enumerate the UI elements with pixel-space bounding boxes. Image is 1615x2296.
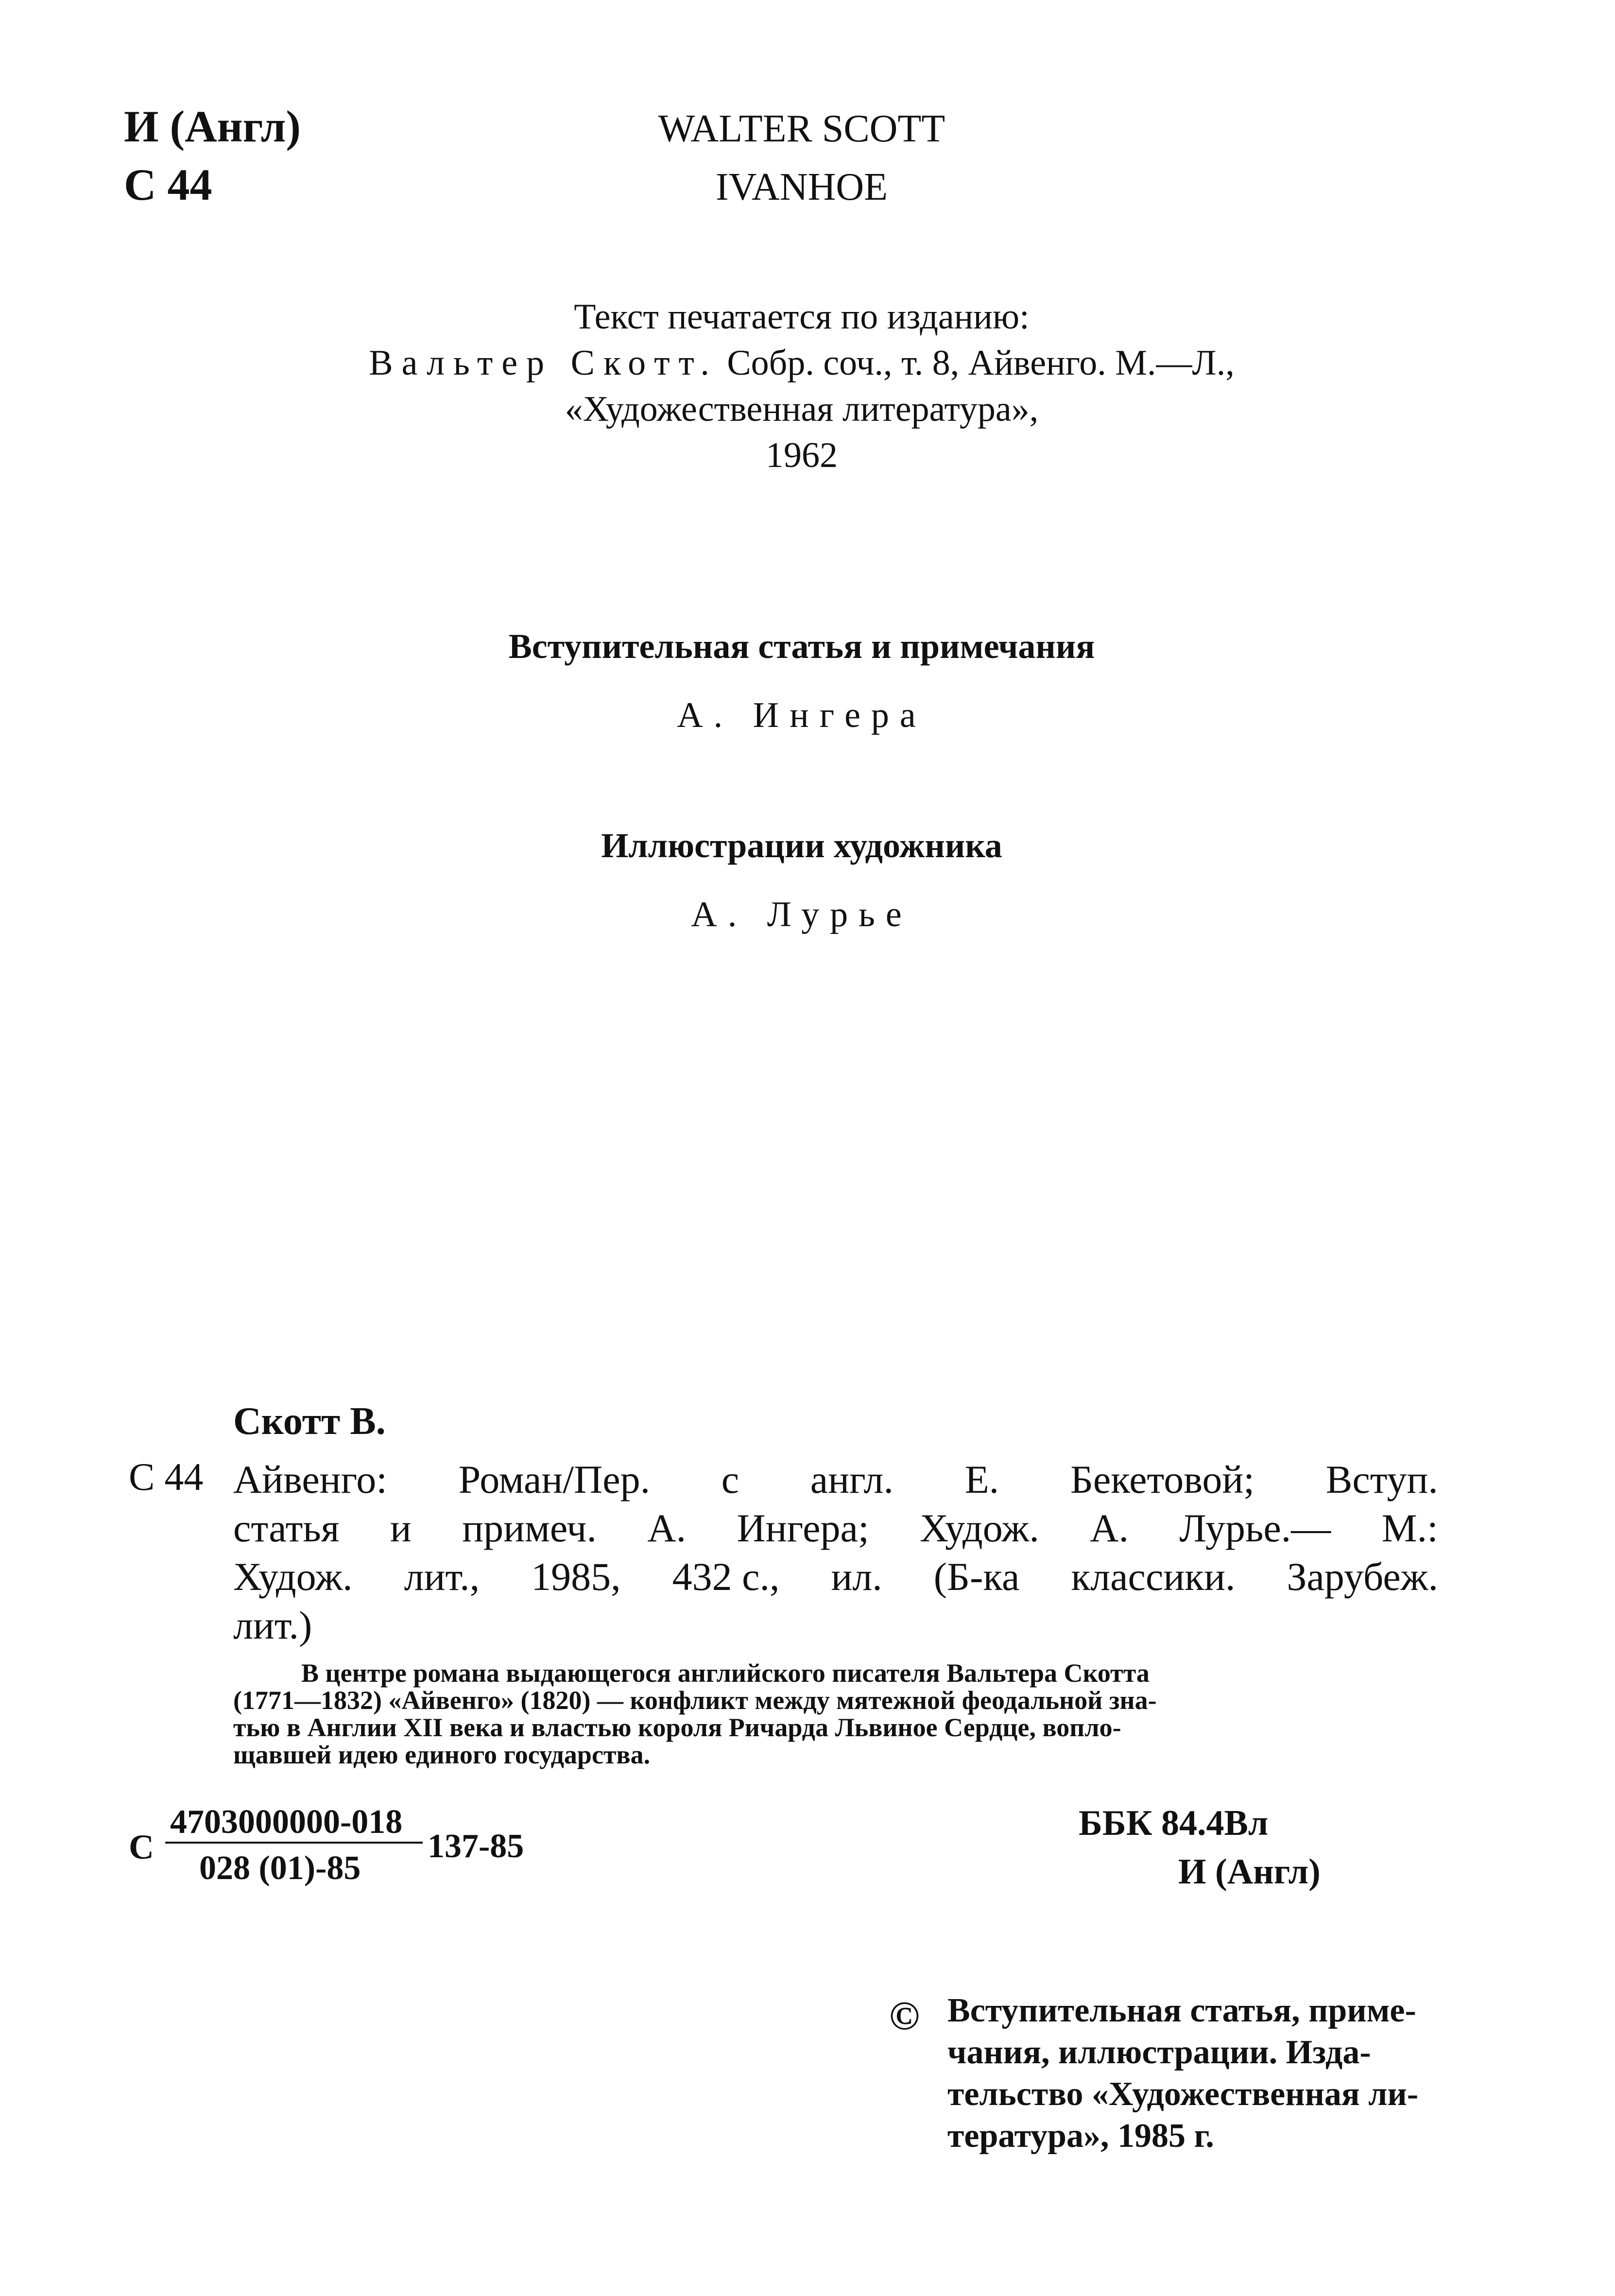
bib-word: Ингера; <box>737 1506 869 1550</box>
classification-line: И (Англ) <box>124 102 301 151</box>
bib-word: лит., <box>404 1554 480 1599</box>
credit-name: А. Лурье <box>691 895 912 934</box>
bib-word: с <box>721 1457 739 1502</box>
credit-name: А. Ингера <box>677 695 927 735</box>
source-note-line: Текст печатается по изданию: <box>574 297 1030 337</box>
bib-entry-line <box>233 1553 1438 1601</box>
bib-word: Лурье.— <box>1179 1506 1331 1550</box>
index-code-denominator: 028 (01)-85 <box>199 1849 361 1887</box>
copyright-icon: © <box>889 1993 920 2038</box>
bib-word: Бекетовой; <box>1070 1457 1255 1502</box>
original-title <box>583 100 1020 216</box>
original-book-title: IVANHOE <box>715 166 888 208</box>
bib-word: Айвенго: <box>233 1457 387 1502</box>
source-author: Вальтер Скотт. <box>369 343 718 383</box>
index-code-rule <box>165 1842 423 1844</box>
bib-entry-line: лит.) <box>233 1603 312 1647</box>
copyright-line: тература», 1985 г. <box>947 2117 1214 2155</box>
source-note-year: 1962 <box>766 435 838 475</box>
bib-word: М.: <box>1381 1506 1438 1550</box>
annotation-line: В центре романа выдающегося английского писателя Вальтера Скотта <box>301 1658 1150 1688</box>
bib-word: (Б-ка <box>933 1554 1020 1599</box>
bib-word: Зарубеж. <box>1287 1554 1438 1599</box>
bib-word: Роман/Пер. <box>458 1457 651 1502</box>
copyright-text <box>947 1990 1496 2157</box>
credit-role: Иллюстрации художника <box>601 826 1002 865</box>
source-note <box>243 294 1360 479</box>
annotation-line: (1771—1832) «Айвенго» (1820) — конфликт между мятежной феодальной зна- <box>233 1686 1157 1715</box>
classification-code <box>124 97 301 214</box>
original-author: WALTER SCOTT <box>658 107 945 150</box>
index-code-suffix: 137-85 <box>428 1828 524 1865</box>
source-note-line: «Художественная литература», <box>565 389 1039 429</box>
bbk-code: ББК 84.4Вл <box>1079 1803 1269 1843</box>
source-note-line <box>243 340 1360 386</box>
credit-illustrations <box>340 821 1263 939</box>
annotation-line: щавшей идею единого государства. <box>233 1740 651 1769</box>
bib-author: Скотт В. <box>233 1400 386 1443</box>
bib-word: ил. <box>831 1554 882 1599</box>
bib-lines <box>233 1455 1438 1601</box>
bbk-class: И (Англ) <box>1178 1852 1321 1892</box>
bib-word: 432 с., <box>672 1554 780 1599</box>
copyright-line: тельство «Художественная ли- <box>947 2075 1419 2113</box>
bib-entry <box>233 1455 1438 1650</box>
bib-word: Вступ. <box>1325 1457 1438 1502</box>
bib-word: англ. <box>810 1457 893 1502</box>
annotation <box>233 1659 1438 1768</box>
bib-word: А. <box>1090 1506 1129 1550</box>
bib-word: и <box>390 1506 412 1550</box>
credit-introduction <box>340 622 1263 740</box>
bib-word: 1985, <box>531 1554 621 1599</box>
copyright-line: Вступительная статья, приме- <box>947 1992 1416 2029</box>
bib-entry-line <box>233 1504 1438 1553</box>
bib-code: С 44 <box>129 1456 204 1499</box>
credit-role: Вступительная статья и примечания <box>508 627 1095 666</box>
bib-word: классики. <box>1071 1554 1236 1599</box>
index-code-letter: С <box>129 1828 154 1866</box>
classification-line: С 44 <box>124 160 212 209</box>
index-code-numerator: 4703000000-018 <box>170 1803 403 1841</box>
bib-word: Худож. <box>920 1506 1039 1550</box>
copyright-line: чания, иллюстрации. Изда- <box>947 2034 1371 2071</box>
bib-word: примеч. <box>462 1506 597 1550</box>
bib-word: Худож. <box>233 1554 353 1599</box>
bib-word: Е. <box>964 1457 999 1502</box>
bib-entry-line <box>233 1455 1438 1504</box>
bib-word: статья <box>233 1506 340 1550</box>
bib-word: А. <box>647 1506 687 1550</box>
annotation-line: тью в Англии XII века и властью короля Ричарда Львиное Сердце, вопло- <box>233 1713 1121 1742</box>
source-edition: Собр. соч., т. 8, Айвенго. М.—Л., <box>727 343 1235 383</box>
